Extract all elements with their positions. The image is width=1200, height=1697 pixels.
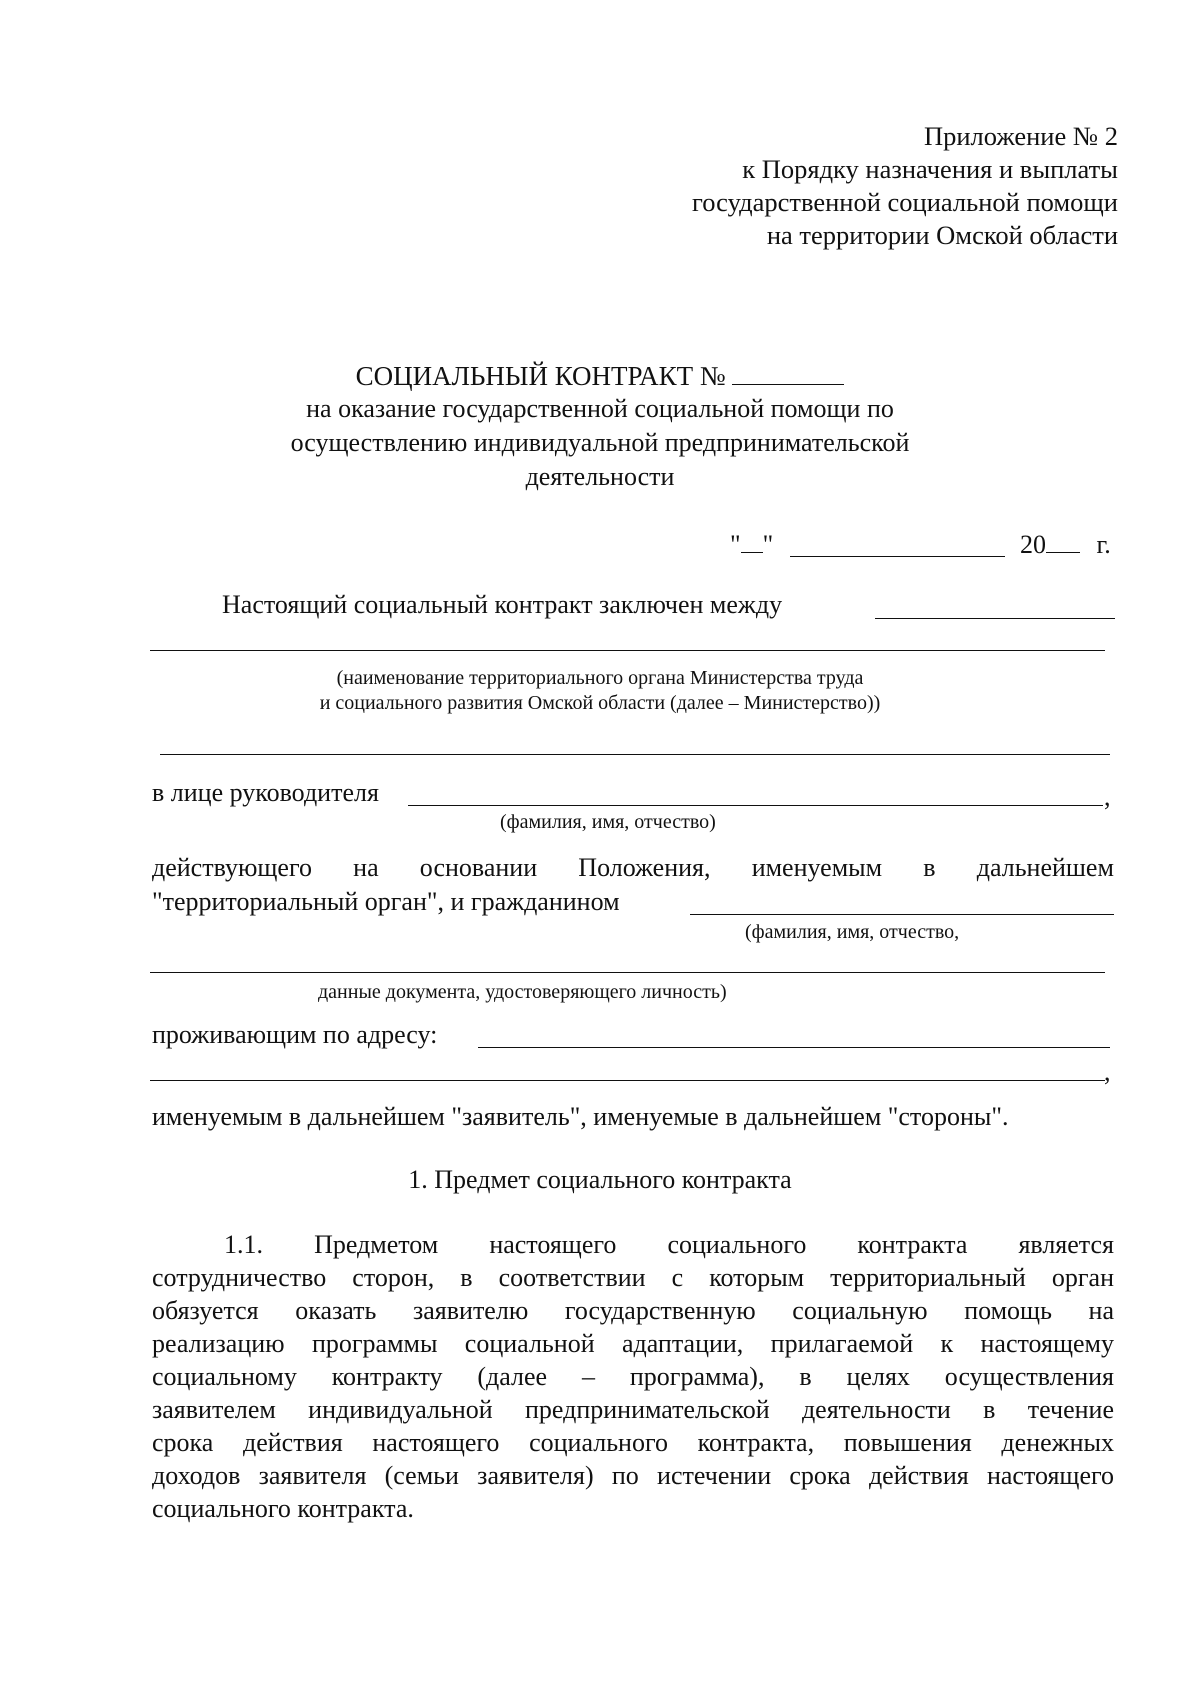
paragraph-line: срока действия настоящего социального контракта, повышения денежных xyxy=(152,1428,1114,1457)
caption-fio-doc-2: данные документа, удостоверяющего личность) xyxy=(318,981,727,1003)
month-blank[interactable] xyxy=(790,556,1005,557)
annex-line: государственной социальной помощи xyxy=(692,187,1118,217)
section-paragraph xyxy=(152,1228,1114,1525)
date-quote-open: " xyxy=(730,530,741,559)
acting-word: дальнейшем xyxy=(976,853,1114,882)
address-blank-1[interactable] xyxy=(478,1047,1110,1048)
document-title xyxy=(0,358,1200,494)
head-name-blank[interactable] xyxy=(408,805,1103,806)
title-main: СОЦИАЛЬНЫЙ КОНТРАКТ № xyxy=(355,361,726,391)
title-sub-line: осуществлению индивидуальной предпринимательской xyxy=(290,428,910,457)
day-blank[interactable] xyxy=(741,526,763,553)
caption-fio: (фамилия, имя, отчество) xyxy=(500,811,716,833)
territorial-line: "территориальный орган", и гражданином xyxy=(152,887,620,916)
annex-line: Приложение № 2 xyxy=(923,121,1118,151)
address-blank-2[interactable] xyxy=(150,1080,1105,1081)
comma: , xyxy=(1104,782,1111,811)
annex-line: к Порядку назначения и выплаты xyxy=(742,154,1118,184)
date-quote-close: " xyxy=(762,530,774,559)
contract-number-blank[interactable] xyxy=(732,358,844,385)
paragraph-line: обязуется оказать заявителю государственную социальную помощь на xyxy=(152,1296,1114,1325)
date-line xyxy=(730,526,773,562)
annex-header xyxy=(692,120,1118,252)
org-blank-1[interactable] xyxy=(875,618,1115,619)
org-blank-3[interactable] xyxy=(160,754,1110,755)
citizen-blank-2[interactable] xyxy=(150,972,1105,973)
paragraph-line: доходов заявителя (семьи заявителя) по истечении срока действия настоящего xyxy=(152,1461,1114,1490)
title-sub-line: на оказание государственной социальной помощи по xyxy=(306,394,894,423)
paragraph-line: сотрудничество сторон, в соответствии с которым территориальный орган xyxy=(152,1263,1114,1292)
year-suffix: г. xyxy=(1096,530,1111,559)
comma: , xyxy=(1104,1057,1111,1086)
citizen-blank-1[interactable] xyxy=(690,914,1114,915)
caption-line: и социального развития Омской области (далее – Министерство)) xyxy=(319,692,881,714)
year-prefix: 20 xyxy=(1020,530,1046,559)
head-label: в лице руководителя xyxy=(152,778,379,807)
year-blank[interactable] xyxy=(1046,526,1080,553)
title-main-line xyxy=(0,358,1200,392)
paragraph-line: заявителем индивидуальной предпринимательской деятельности в течение xyxy=(152,1395,1114,1424)
acting-word: на xyxy=(353,853,379,882)
title-sub-line: деятельности xyxy=(525,462,675,491)
paragraph-line: 1.1. Предметом настоящего социального контракта является xyxy=(224,1230,1114,1259)
acting-line xyxy=(152,851,1114,885)
caption-fio-doc-1: (фамилия, имя, отчество, xyxy=(745,921,960,943)
acting-word: Положения, xyxy=(578,853,711,882)
intro-text: Настоящий социальный контракт заключен между xyxy=(222,590,783,619)
org-blank-2[interactable] xyxy=(150,650,1105,651)
annex-line: на территории Омской области xyxy=(766,220,1118,250)
section-heading: 1. Предмет социального контракта xyxy=(408,1165,792,1194)
caption-org xyxy=(0,666,1200,716)
acting-word: основании xyxy=(419,853,538,882)
paragraph-line: социальному контракту (далее – программа), в целях осуществления xyxy=(152,1362,1114,1391)
paragraph-line: реализацию программы социальной адаптации, прилагаемой к настоящему xyxy=(152,1329,1114,1358)
acting-word: именуемым xyxy=(751,853,883,882)
acting-word: в xyxy=(923,853,936,882)
named-line: именуемым в дальнейшем "заявитель", именуемые в дальнейшем "стороны". xyxy=(152,1102,1009,1131)
caption-line: (наименование территориального органа Министерства труда xyxy=(336,667,864,689)
acting-word: действующего xyxy=(152,853,312,882)
paragraph-line: социального контракта. xyxy=(152,1494,414,1523)
address-label: проживающим по адресу: xyxy=(152,1020,438,1049)
year-field xyxy=(1020,526,1111,562)
